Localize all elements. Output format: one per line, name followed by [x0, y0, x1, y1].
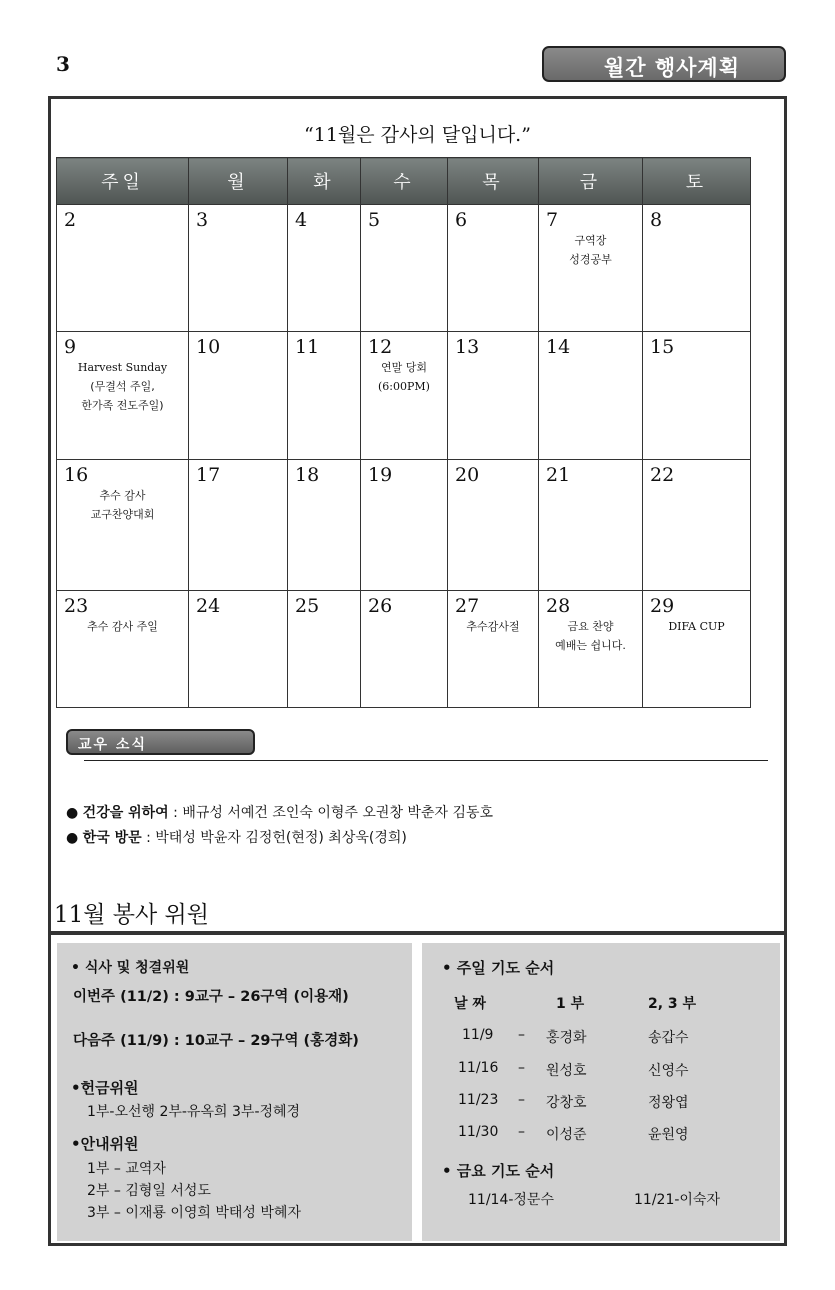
column-header-second: 2, 3 부 — [648, 996, 697, 1012]
day-number: 16 — [64, 464, 89, 486]
day-number: 6 — [455, 209, 468, 231]
day-number: 29 — [650, 595, 675, 617]
calendar-event: 금요 찬양 — [567, 620, 614, 633]
calendar-day — [57, 205, 189, 332]
sunday-prayer-heading: • 주일 기도 순서 — [442, 959, 555, 977]
usher-line: 1부 – 교역자 — [87, 1161, 166, 1177]
day-number: 5 — [368, 209, 381, 231]
day-number: 7 — [546, 209, 559, 231]
day-number: 21 — [546, 464, 571, 486]
cleaning-heading: • 식사 및 청결위원 — [71, 960, 190, 976]
prayer-second: 윤원영 — [648, 1127, 689, 1143]
offering-heading: •헌금위원 — [71, 1079, 139, 1097]
calendar-day — [448, 332, 539, 460]
calendar-day — [361, 205, 448, 332]
prayer-date: 11/23 — [458, 1092, 499, 1108]
friday-prayer-2: 11/21-이숙자 — [634, 1192, 720, 1208]
prayer-dash: – — [518, 1092, 525, 1108]
news-item-text: : 박태성 박윤자 김정헌(현정) 최상욱(경희) — [141, 830, 407, 846]
news-divider — [84, 760, 768, 761]
friday-prayer-heading: • 금요 기도 순서 — [442, 1162, 555, 1180]
day-number: 25 — [295, 595, 320, 617]
calendar-event: (무결석 주일, — [90, 380, 155, 393]
weekday-header: 금 — [539, 158, 643, 205]
day-number: 27 — [455, 595, 480, 617]
news-item-label: 건강을 위하여 — [82, 805, 169, 821]
calendar-event: 한가족 전도주일) — [81, 399, 164, 412]
news-section-tab: 교우 소식 — [66, 729, 255, 755]
prayer-date: 11/30 — [458, 1124, 499, 1140]
offering-line: 1부-오선행 2부-유옥희 3부-정혜경 — [87, 1104, 301, 1120]
calendar-day — [288, 205, 361, 332]
calendar-event: 추수 감사 — [99, 489, 146, 502]
calendar-week-row — [57, 205, 751, 332]
usher-line: 3부 – 이재룡 이영희 박태성 박혜자 — [87, 1205, 301, 1221]
calendar-day — [539, 460, 643, 591]
calendar-day — [57, 460, 189, 591]
calendar-day — [643, 332, 751, 460]
weekday-header: 월 — [189, 158, 288, 205]
calendar-day — [643, 205, 751, 332]
calendar-week-row — [57, 591, 751, 708]
weekday-header: 수 — [361, 158, 448, 205]
calendar-day — [189, 591, 288, 708]
day-number: 23 — [64, 595, 89, 617]
volunteers-title: 11월 봉사 위원 — [54, 902, 209, 928]
volunteers-left-panel — [57, 943, 412, 1241]
calendar-event: 추수 감사 주일 — [87, 620, 158, 633]
day-number: 11 — [295, 336, 320, 358]
calendar-event: 연말 당회 — [380, 361, 427, 374]
calendar-day — [57, 591, 189, 708]
weekday-header: 토 — [643, 158, 751, 205]
calendar-day — [448, 591, 539, 708]
day-number: 18 — [295, 464, 320, 486]
calendar-day — [288, 332, 361, 460]
calendar-day — [361, 591, 448, 708]
calendar-week-row — [57, 460, 751, 591]
prayer-date: 11/9 — [462, 1027, 494, 1043]
day-number: 12 — [368, 336, 393, 358]
calendar-event: 교구찬양대회 — [90, 508, 155, 521]
prayer-second: 송갑수 — [648, 1030, 689, 1046]
prayer-dash: – — [518, 1027, 525, 1043]
this-week-line: 이번주 (11/2) : 9교구 – 26구역 (이용재) — [73, 989, 349, 1005]
calendar-day — [189, 332, 288, 460]
prayer-first: 홍경화 — [546, 1030, 587, 1046]
weekday-header: 화 — [288, 158, 361, 205]
weekday-header: 목 — [448, 158, 539, 205]
calendar-day — [448, 460, 539, 591]
prayer-second: 정왕엽 — [648, 1095, 689, 1111]
day-number: 22 — [650, 464, 675, 486]
news-item-text: : 배규성 서예건 조인숙 이형주 오권창 박춘자 김동호 — [168, 805, 494, 821]
day-number: 19 — [368, 464, 393, 486]
news-item-label: 한국 방문 — [82, 830, 142, 846]
day-number: 9 — [64, 336, 77, 358]
calendar-event: (6:00PM) — [378, 380, 430, 393]
weekday-header: 주일 — [57, 158, 189, 205]
calendar-week-row — [57, 332, 751, 460]
day-number: 4 — [295, 209, 308, 231]
calendar-day — [57, 332, 189, 460]
calendar-day — [189, 460, 288, 591]
calendar-day — [539, 205, 643, 332]
page-number: 3 — [56, 52, 70, 76]
calendar-day — [361, 460, 448, 591]
weekday-header-row — [57, 158, 751, 205]
calendar-table — [56, 157, 751, 708]
prayer-dash: – — [518, 1124, 525, 1140]
calendar-day — [288, 460, 361, 591]
calendar-event: 예배는 쉽니다. — [555, 639, 626, 652]
day-number: 17 — [196, 464, 221, 486]
calendar-day — [539, 332, 643, 460]
next-week-line: 다음주 (11/9) : 10교구 – 29구역 (홍경화) — [73, 1033, 359, 1049]
prayer-dash: – — [518, 1060, 525, 1076]
day-number: 14 — [546, 336, 571, 358]
calendar-day — [448, 205, 539, 332]
friday-prayer-1: 11/14-정문수 — [468, 1192, 554, 1208]
volunteers-divider — [50, 931, 785, 935]
news-item-korea-visit: ● 한국 방문 : 박태성 박윤자 김정헌(현정) 최상욱(경희) — [66, 830, 407, 846]
volunteers-right-panel — [422, 943, 780, 1241]
usher-heading: •안내위원 — [71, 1135, 139, 1153]
news-item-health: ● 건강을 위하여 : 배규성 서예건 조인숙 이형주 오권창 박춘자 김동호 — [66, 805, 494, 821]
calendar-event: 추수감사절 — [466, 620, 520, 633]
calendar-day — [189, 205, 288, 332]
day-number: 13 — [455, 336, 480, 358]
day-number: 28 — [546, 595, 571, 617]
section-title-tab: 월간 행사계획 — [542, 46, 786, 82]
day-number: 10 — [196, 336, 221, 358]
calendar-day — [288, 591, 361, 708]
day-number: 26 — [368, 595, 393, 617]
calendar-event: 구역장 — [574, 234, 607, 247]
prayer-first: 강창호 — [546, 1095, 587, 1111]
calendar-day — [643, 591, 751, 708]
calendar-title: “11월은 감사의 달입니다.” — [304, 124, 531, 146]
prayer-second: 신영수 — [648, 1063, 689, 1079]
calendar-event: 성경공부 — [569, 253, 612, 266]
day-number: 3 — [196, 209, 209, 231]
calendar-day — [361, 332, 448, 460]
column-header-date: 날 짜 — [454, 996, 486, 1012]
prayer-first: 원성호 — [546, 1063, 587, 1079]
usher-line: 2부 – 김형일 서성도 — [87, 1183, 211, 1199]
day-number: 15 — [650, 336, 675, 358]
day-number: 2 — [64, 209, 77, 231]
calendar-day — [643, 460, 751, 591]
column-header-first: 1 부 — [556, 996, 585, 1012]
calendar-day — [539, 591, 643, 708]
day-number: 8 — [650, 209, 663, 231]
calendar-event: DIFA CUP — [668, 620, 725, 633]
day-number: 24 — [196, 595, 221, 617]
prayer-first: 이성준 — [546, 1127, 587, 1143]
day-number: 20 — [455, 464, 480, 486]
prayer-date: 11/16 — [458, 1060, 499, 1076]
calendar-event: Harvest Sunday — [77, 361, 168, 374]
